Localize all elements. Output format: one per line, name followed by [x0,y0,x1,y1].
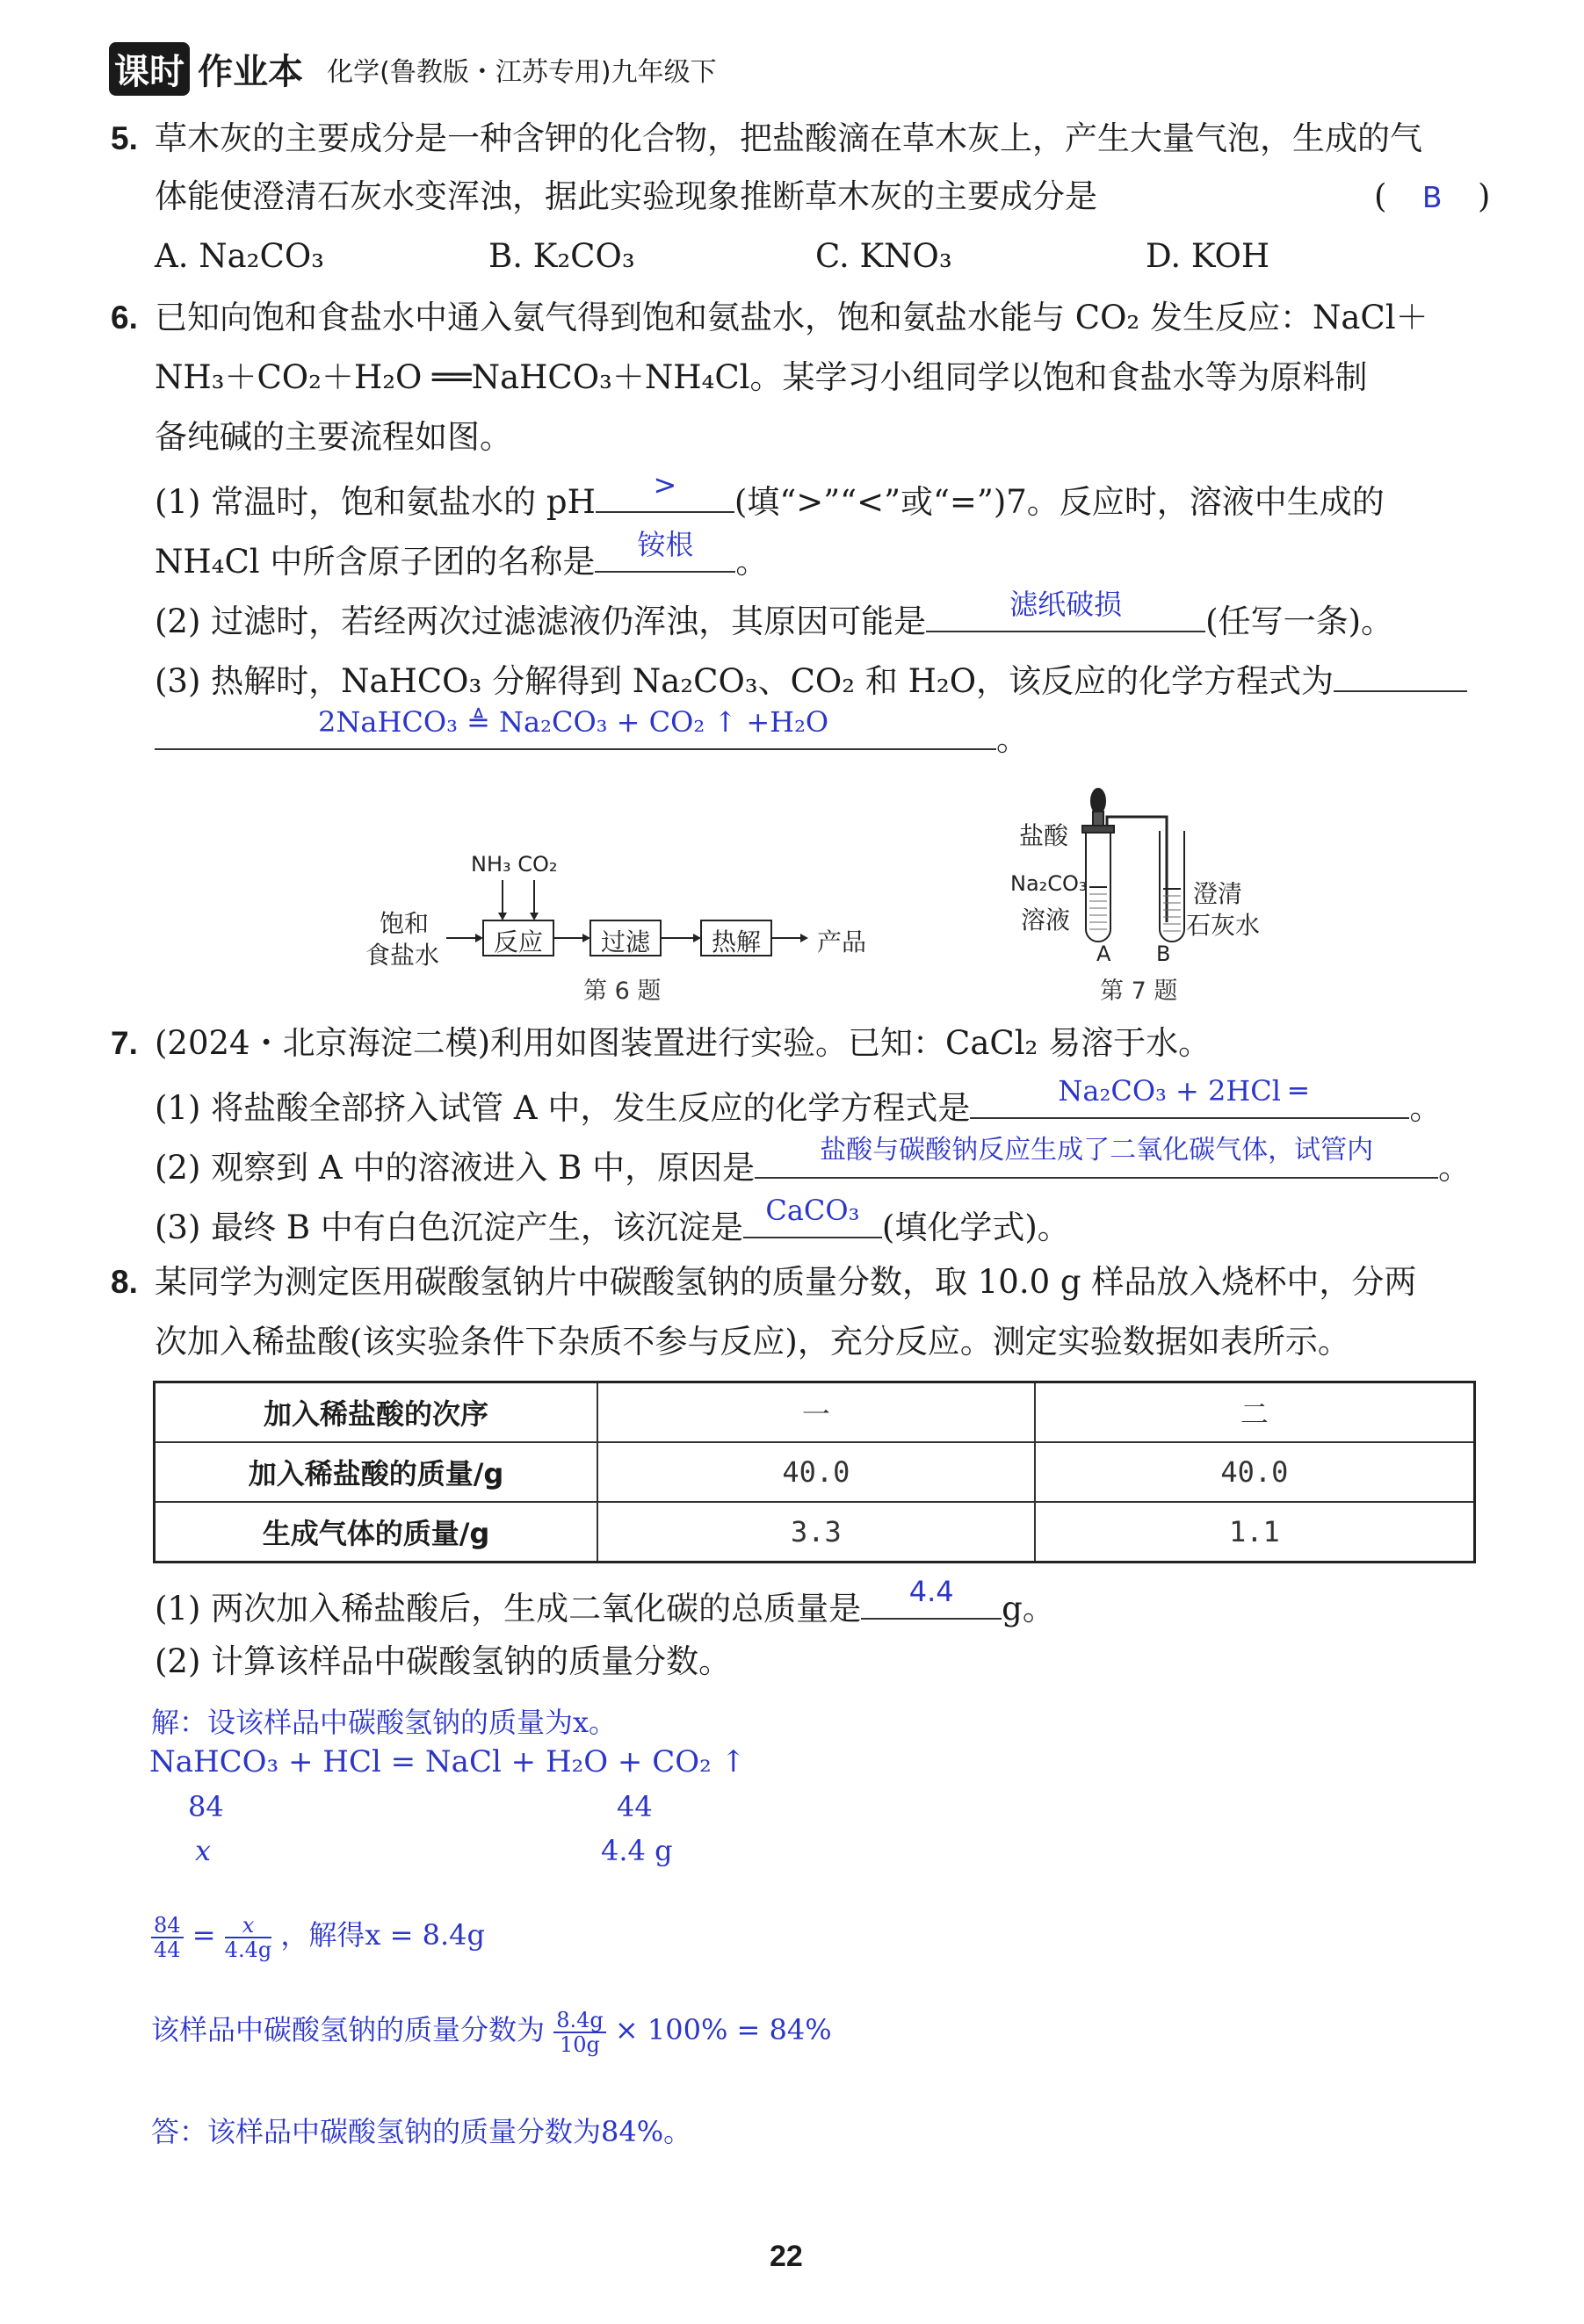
q6-stem-line1: 已知向饱和食盐水中通入氨气得到饱和氨盐水，饱和氨盐水能与 CO₂ 发生反应：NaCl＋ [155,299,1428,336]
apparatus-limewater-line1: 澄清 [1193,879,1243,908]
table-cell: 40.0 [1035,1442,1475,1502]
table-cell: 加入稀盐酸的次序 [155,1382,598,1443]
q5-stem-line2: 体能使澄清石灰水变浑浊，据此实验现象推断草木灰的主要成分是 [155,177,1097,215]
apparatus-limewater-line2: 石灰水 [1186,911,1261,940]
flow-step-pyrolysis: 热解 [712,927,762,956]
header [109,42,717,97]
header-title: 作业本 [198,52,304,92]
q5-stem-line1: 草木灰的主要成分是一种含钾的化合物，把盐酸滴在草木灰上，产生大量气泡，生成的气 [155,119,1422,157]
connecting-tube [1107,817,1167,922]
flow-input-line1: 饱和 [380,909,430,938]
table-cell: 加入稀盐酸的质量/g [155,1442,598,1502]
table-cell: 1.1 [1035,1502,1475,1563]
solution-mr-left: 84 [188,1790,224,1823]
q7-part3: (3) 最终 B 中有白色沉淀产生，该沉淀是 CaCO₃ (填化学式)。 [155,1202,1070,1249]
q7-p1-answer: Na₂CO₃ + 2HCl ═ [1058,1074,1307,1108]
q8-part2: (2) 计算该样品中碳酸氢钠的质量分数。 [155,1642,732,1680]
q5-answer: B [1421,180,1443,214]
flow-step-filter: 过滤 [601,927,651,956]
q6-p3-answer: 2NaHCO₃ ≜ Na₂CO₃ + CO₂ ↑ +H₂O [318,705,829,739]
table-cell: 生成气体的质量/g [155,1502,598,1563]
q8-stem-line2: 次加入稀盐酸(该实验条件下杂质不参与反应)，充分反应。测定实验数据如表所示。 [155,1323,1350,1360]
q6-p1b-answer: 铵根 [637,528,694,561]
q7-p2-answer: 盐酸与碳酸钠反应生成了二氧化碳气体，试管内 [820,1135,1374,1166]
q6-part1b: NH₄Cl 中所含原子团的名称是 铵根 。 [155,536,768,583]
q8-part1: (1) 两次加入稀盐酸后，生成二氧化碳的总质量是 4.4 g。 [155,1583,1055,1630]
q7-apparatus [1081,782,1204,957]
table-cell: 40.0 [597,1442,1035,1502]
q5-option-b: B. K₂CO₃ [488,237,635,275]
q8-data-table [153,1381,1476,1563]
question-number: 6. [111,300,138,336]
solution-equation: NaHCO₃ + HCl = NaCl + H₂O + CO₂ ↑ [149,1744,747,1779]
table-cell: 二 [1035,1382,1475,1443]
table-row [155,1442,1475,1502]
fig6-caption: 第 6 题 [583,978,662,1005]
q8-stem-line1: 某同学为测定医用碳酸氢钠片中碳酸氢钠的质量分数，取 10.0 g 样品放入烧杯中，分两 [155,1263,1417,1301]
q6-stem-line2: NH₃＋CO₂＋H₂O ══NaHCO₃＋NH₄Cl。某学习小组同学以饱和食盐水等为原料制 [155,358,1368,396]
tube-b [1160,831,1184,942]
table-row [155,1502,1475,1563]
page-number: 22 [770,2240,803,2273]
apparatus-solution-line1: Na₂CO₃ [1010,871,1088,896]
question-number: 7. [111,1025,138,1061]
solution-mass-left: x [195,1834,212,1867]
flow-output: 产品 [817,927,867,956]
dropper-bulb [1091,789,1105,813]
question-number: 8. [111,1264,138,1300]
q6-stem-line3: 备纯碱的主要流程如图。 [155,418,512,456]
apparatus-acid-label: 盐酸 [1019,821,1069,850]
q5-answer-paren: ( B ) [1374,176,1490,219]
flow-input-line2: 食盐水 [365,941,440,970]
header-subject: 化学(鲁教版・江苏专用)九年级下 [327,56,717,88]
table-cell: 3.3 [597,1502,1035,1563]
q7-part1: (1) 将盐酸全部挤入试管 A 中，发生反应的化学方程式是 Na₂CO₃ + 2HCl ═ 。 [155,1082,1442,1130]
q5-option-d: D. KOH [1146,237,1270,275]
solution-ratio: $\frac{84}{44}$ = $\frac{x}{4.4g}$ ，解得x = 8.4g [151,1913,485,1961]
q6-p1-answer: > [653,468,677,502]
table-row [155,1382,1475,1443]
solution-fraction: 该样品中碳酸氢钠的质量分数为 $\frac{8.4g}{10g}$ × 100% = 84% [151,2007,832,2057]
apparatus-solution-line2: 溶液 [1021,906,1071,935]
q7-part2: (2) 观察到 A 中的溶液进入 B 中，原因是 盐酸与碳酸钠反应生成了二氧化碳气体，试管内 。 [155,1142,1471,1189]
apparatus-tube-a-label: A [1096,942,1111,966]
q7-p3-answer: CaCO₃ [765,1194,860,1227]
table-cell: 一 [597,1382,1035,1443]
question-number: 5. [111,120,138,156]
solution-setup: 解：设该样品中碳酸氢钠的质量为x。 [151,1706,618,1739]
q6-part3: (3) 热解时，NaHCO₃ 分解得到 Na₂CO₃、CO₂ 和 H₂O，该反应的化学方程式为 [155,655,1467,703]
solution-mass-right: 4.4 g [601,1834,673,1867]
q6-part2: (2) 过滤时，若经两次过滤滤液仍浑浊，其原因可能是 滤纸破损 (任写一条)。 [155,595,1393,643]
q8-p1-answer: 4.4 [908,1575,954,1608]
apparatus-tube-b-label: B [1156,942,1171,966]
logo-badge: 课时 [109,42,190,96]
flow-step-reaction: 反应 [494,927,544,956]
q6-p2-answer: 滤纸破损 [1009,588,1123,621]
solution-answer: 答：该样品中碳酸氢钠的质量分数为84%。 [151,2115,692,2148]
q6-part3-answer-line: 2NaHCO₃ ≜ Na₂CO₃ + CO₂ ↑ +H₂O 。 [155,713,1029,761]
q5-option-a: A. Na₂CO₃ [155,237,324,275]
q6-part1: (1) 常温时，饱和氨盐水的 pH > (填“>”“<”或“=”)7。反应时，溶液中生成的 [155,476,1385,523]
q5-option-c: C. KNO₃ [815,237,952,275]
solution-mr-right: 44 [617,1790,653,1823]
flow-reagents: NH₃ CO₂ [471,852,558,877]
q7-stem: (2024・北京海淀二模)利用如图装置进行实验。已知：CaCl₂ 易溶于水。 [155,1024,1212,1062]
fig7-caption: 第 7 题 [1100,978,1178,1005]
